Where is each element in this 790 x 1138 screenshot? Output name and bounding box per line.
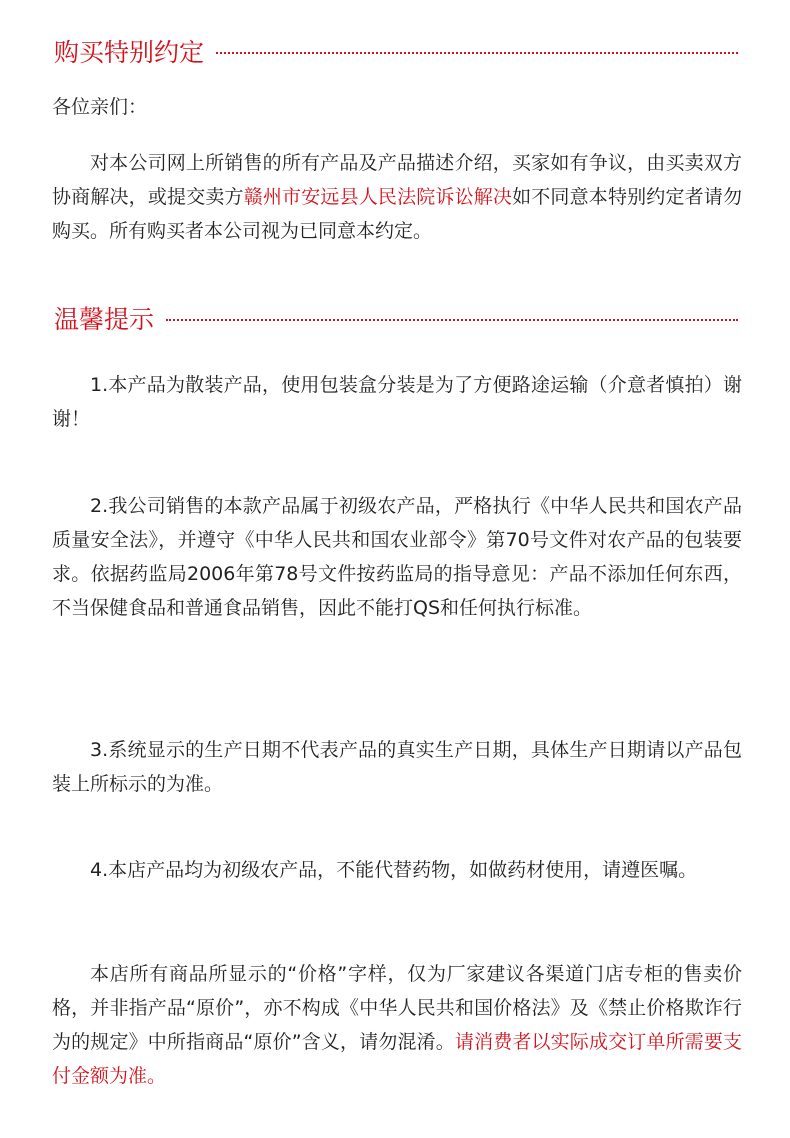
tip-4: 4.本店产品均为初级农产品，不能代替药物，如做药材使用，请遵医嘱。	[90, 859, 698, 881]
section-title: 购买特别约定	[54, 38, 205, 67]
agreement-text-before: 对本公司网上所销售的所有产品及产品描述介绍，买家如有争议，由买卖双方协商解决，或提交卖方	[52, 152, 742, 208]
section-title: 温馨提示	[54, 305, 155, 334]
price-note-text: 本店所有商品所显示的“价格”字样，仅为厂家建议各渠道门店专柜的售卖价格，并非指产品“原价”，亦不构成《中华人民共和国价格法》及《禁止价格欺诈行为的规定》中所指商品“原价”含义，请勿混淆。	[52, 963, 742, 1053]
tip-2: 2.我公司销售的本款产品属于初级农产品，严格执行《中华人民共和国农产品质量安全法》，并遵守《中华人民共和国农业部令》第70号文件对农产品的包装要求。依据药监局2006年第78号文件按药监局的指导意见：产品不添加任何东西，不当保健食品和普通食品销售，因此不能打QS和任何执行标准。	[52, 495, 742, 619]
tip-1: 1.本产品为散装产品，使用包装盒分装是为了方便路途运输（介意者慎拍）谢谢！	[52, 374, 742, 430]
agreement-text-after: 如不同意本特别约定者请勿购买。所有购买者本公司视为已同意本约定。	[52, 186, 742, 242]
greeting: 各位亲们：	[52, 96, 148, 118]
section-header-warm-tips	[54, 307, 738, 332]
dotted-divider	[216, 52, 738, 54]
dotted-divider	[166, 319, 738, 321]
section-header-purchase-agreement	[54, 40, 738, 65]
price-note-paragraph	[52, 957, 742, 1093]
agreement-paragraph	[52, 146, 742, 248]
price-note-highlight: 请消费者以实际成交订单所需要支付金额为准。	[52, 1031, 742, 1087]
court-highlight: 赣州市安远县人民法院诉讼解决	[243, 186, 513, 208]
tip-3: 3.系统显示的生产日期不代表产品的真实生产日期，具体生产日期请以产品包装上所标示的为准。	[52, 739, 742, 795]
